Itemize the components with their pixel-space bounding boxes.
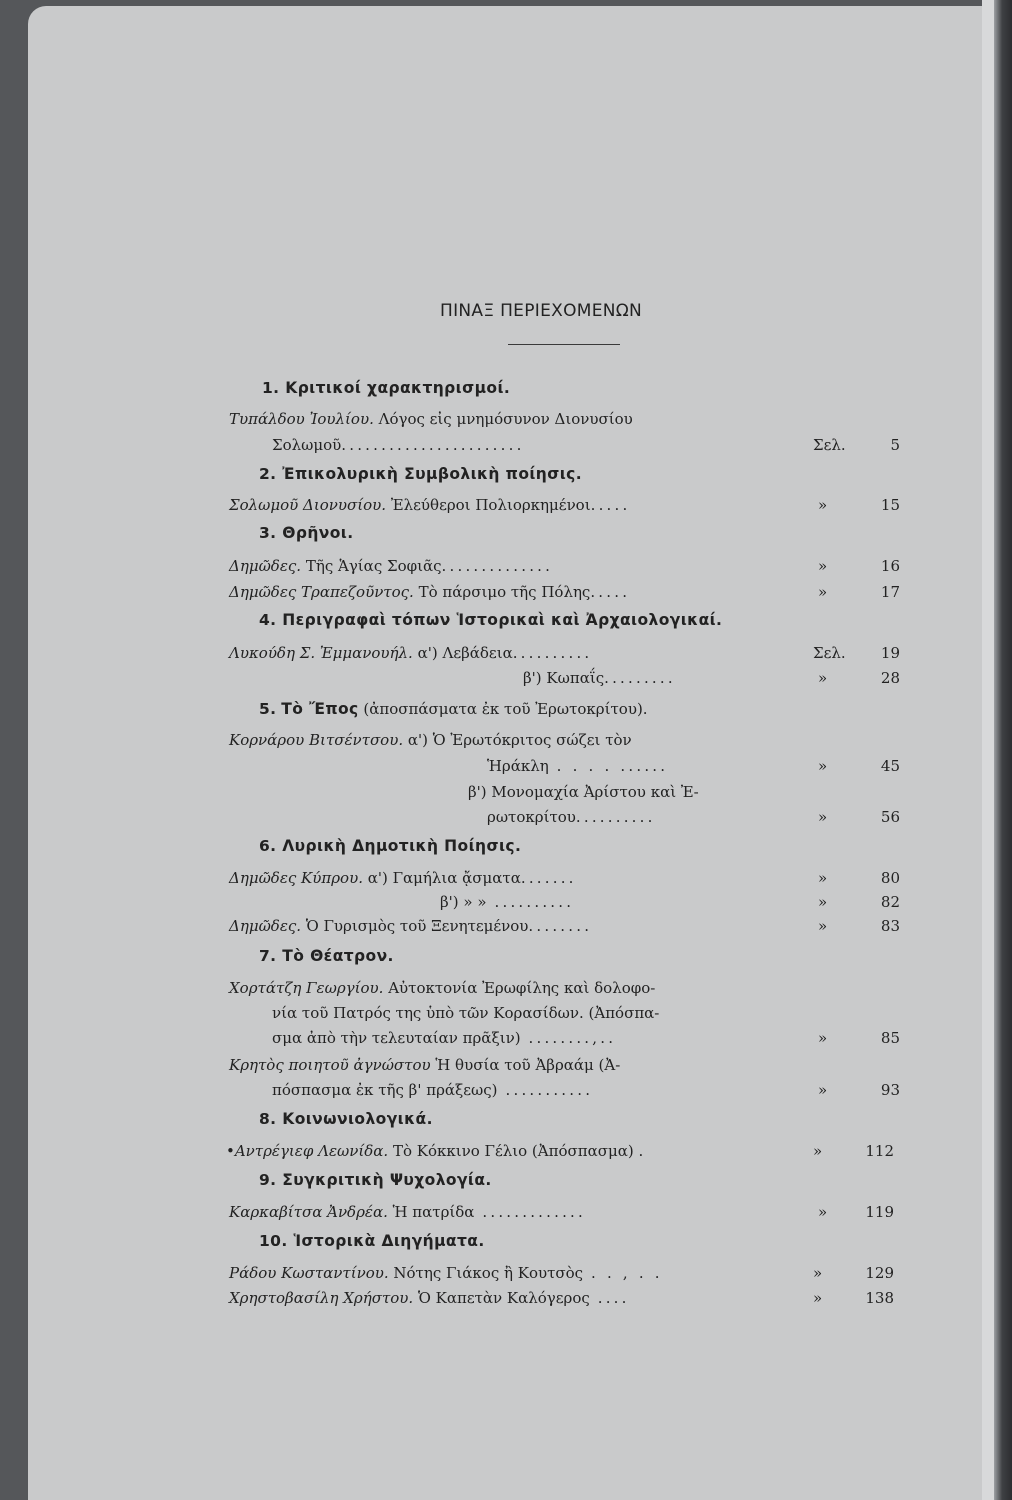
toc-page-1-1: 5 [890,436,900,454]
toc-mark-2-1: » [818,496,828,514]
toc-page-5-1: 45 [880,757,900,775]
toc-entry-7-2: Κρητὸς ποιητοῦ ἀγνώστου Ἡ θυσία τοῦ Ἀβραάμ (Ἀ- [229,1056,621,1074]
toc-page-9-1: 119 [865,1203,894,1221]
toc-entry-7-1-cont2: σμα ἀπὸ τὴν τελευταίαν πρᾶξιν) ........,.. [272,1029,617,1047]
toc-entry-5-2-cont: ρωτοκρίτου.......... [487,808,656,826]
toc-entry-6-2: β') » » .......... [440,893,575,911]
toc-mark-1-1: Σελ. [813,436,846,454]
toc-page-5-2: 56 [880,808,900,826]
toc-page-8-1: 112 [865,1142,894,1160]
section-2-heading: 2. Ἐπικολυρικὴ Συμβολικὴ ποίησις. [259,465,583,483]
section-9-heading: 9. Συγκριτικὴ Ψυχολογία. [259,1171,492,1189]
toc-entry-9-1: Καρκαβίτσα Ἀνδρέα. Ἡ πατρίδα ............. [229,1203,586,1221]
toc-entry-8-1: •Αντρέγιεφ Λεωνίδα. Τὸ Κόκκινο Γέλιο (Ἀπόσπασμα) . [226,1142,647,1160]
toc-page-3-2: 17 [880,583,900,601]
toc-entry-7-2-cont: πόσπασμα ἐκ τῆς β' πράξεως) ........... [272,1081,594,1099]
toc-entry-2-1: Σολωμοῦ Διονυσίου. Ἐλεύθεροι Πολιορκημένοι..... [229,496,631,514]
toc-entry-1-1-cont: Σολωμοῦ....................... [272,436,525,454]
toc-page-6-1: 80 [880,869,900,887]
section-5-heading: 5. Τὸ Ἔπος (ἀποσπάσματα ἐκ τοῦ Ἐρωτοκρίτου). [259,700,648,718]
toc-entry-10-2: Χρηστοβασίλη Χρήστου. Ὁ Καπετὰν Καλόγερος .... [229,1289,630,1307]
section-4-heading: 4. Περιγραφαὶ τόπων Ἱστορικαὶ καὶ Ἀρχαιολογικαί. [259,611,723,629]
toc-page-6-3: 83 [880,917,900,935]
toc-mark-5-2: » [818,808,828,826]
toc-entry-6-3: Δημῶδες. Ὁ Γυρισμὸς τοῦ Ξενητεμένου........ [229,917,593,935]
toc-entry-4-1: Λυκούδη Σ. Ἐμμανουήλ. α') Λεβάδεια.......... [229,644,593,662]
section-3-heading: 3. Θρῆνοι. [259,524,354,542]
toc-mark-6-2: » [818,893,828,911]
toc-page-7-2: 93 [880,1081,900,1099]
toc-page-10-1: 129 [865,1264,894,1282]
toc-mark-6-3: » [818,917,828,935]
toc-mark-4-2: » [818,669,828,687]
toc-entry-1-1: Τυπάλδου Ἰουλίου. Λόγος εἰς μνημόσυνον Διονυσίου [229,410,633,428]
toc-entry-10-1: Ράδου Κωσταντίνου. Νότης Γιάκος ἢ Κουτσὸς . . , . . [229,1264,663,1282]
toc-page-7-1: 85 [880,1029,900,1047]
toc-mark-7-2: » [818,1081,828,1099]
toc-mark-7-1: » [818,1029,828,1047]
toc-entry-7-1: Χορτάτζη Γεωργίου. Αὐτοκτονία Ἐρωφίλης καὶ δολοφο- [229,979,656,997]
toc-page-4-2: 28 [880,669,900,687]
section-6-heading: 6. Λυρικὴ Δημοτικὴ Ποίησις. [259,837,522,855]
toc-title: ΠΙΝΑΞ ΠΕΡΙΕΧΟΜΕΝΩΝ [440,301,643,321]
toc-mark-6-1: » [818,869,828,887]
toc-mark-5-1: » [818,757,828,775]
section-8-heading: 8. Κοινωνιολογικά. [259,1110,433,1128]
section-10-heading: 10. Ἱστορικὰ Διηγήματα. [259,1232,485,1250]
toc-entry-5-1-cont: Ἡράκλη . . . . ...... [487,757,669,775]
toc-page-3-1: 16 [880,557,900,575]
toc-mark-10-2: » [813,1289,823,1307]
toc-entry-5-1: Κορνάρου Βιτσέντσου. α') Ὁ Ἐρωτόκριτος σώζει τὸν [229,731,632,749]
toc-page-6-2: 82 [880,893,900,911]
toc-page-4-1: 19 [880,644,900,662]
title-rule [508,344,620,345]
toc-mark-8-1: » [813,1142,823,1160]
toc-mark-4-1: Σελ. [813,644,846,662]
section-7-heading: 7. Τὸ Θέατρον. [259,947,394,965]
toc-entry-3-1: Δημῶδες. Τῆς Ἁγίας Σοφιᾶς.............. [229,557,554,575]
toc-mark-3-1: » [818,557,828,575]
toc-page-2-1: 15 [880,496,900,514]
toc-entry-6-1: Δημῶδες Κύπρου. α') Γαμήλια ᾄσματα....... [229,869,577,887]
toc-mark-10-1: » [813,1264,823,1282]
toc-page-10-2: 138 [865,1289,894,1307]
toc-entry-7-1-cont: νία τοῦ Πατρός της ὑπὸ τῶν Κορασίδων. (Ἀπόσπα- [272,1004,660,1022]
toc-mark-9-1: » [818,1203,828,1221]
toc-mark-3-2: » [818,583,828,601]
toc-entry-4-2: β') Κωπαΐς......... [523,669,676,687]
section-1-heading: 1. Κριτικοί χαρακτηρισμοί. [262,379,511,397]
toc-entry-3-2: Δημῶδες Τραπεζοῦντος. Τὸ πάρσιμο τῆς Πόλης..... [229,583,631,601]
toc-entry-5-2: β') Μονομαχία Ἀρίστου καὶ Ἐ- [468,783,699,801]
